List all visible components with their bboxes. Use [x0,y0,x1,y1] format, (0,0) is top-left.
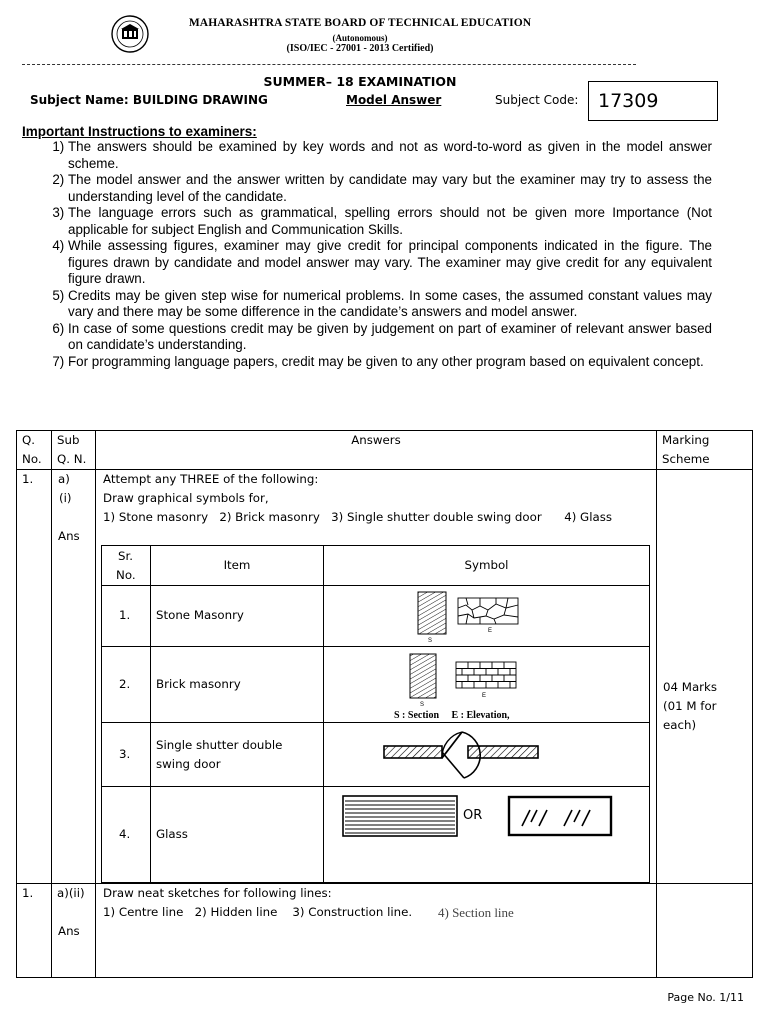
stone-e-label: E [488,628,493,634]
instruction-item: 5) Credits may be given step wise for numerical problems. In some cases, the assumed constant values may vary and there may be some difference in the candidate’s answers and model answer. [52,287,712,319]
row1-marks-line1: 04 Marks [663,680,717,694]
row2-ans-label: Ans [58,924,80,938]
inner-row1-item: Stone Masonry [156,608,244,622]
row2-question-line1: Draw neat sketches for following lines: [103,886,332,900]
inner-row4-item: Glass [156,827,188,841]
double-swing-door-symbol [380,726,545,782]
header-sub-qn: Sub Q. N. [57,433,87,466]
inner-header-symbol: Symbol [464,558,509,572]
inner-row3-item-l1: Single shutter double [156,738,283,752]
inner-row4-sr: 4. [119,827,131,841]
header-marking-scheme: Marking Scheme [662,433,710,466]
row1-marks-line3: each) [663,718,697,732]
row2-sub: a)(ii) [57,886,85,900]
header-divider [22,64,636,65]
brick-e-label: E [482,693,487,699]
stone-masonry-symbol [410,588,525,644]
subject-code-label: Subject Code: [495,93,579,107]
instruction-item: 6) In case of some questions credit may be given by judgement on part of examiner of relevant answer based on candidate’s understanding. [52,320,712,352]
row1-question-line1: Attempt any THREE of the following: [103,472,319,486]
inner-header-sr-l1: Sr. [118,549,134,563]
inner-row3-item-l2: swing door [156,757,221,771]
header-q-no: Q. No. [22,433,42,466]
instruction-item: 7) For programming language papers, credit may be given to any other program based on equivalent concept. [52,353,704,369]
row1-question-line2: Draw graphical symbols for, [103,491,269,505]
row1-sub-a: a) [58,472,70,486]
instruction-item: 3) The language errors such as grammatical, spelling errors should not be given more Importance (Not applicable for subject English and Communication Skills. [52,205,712,237]
inner-row2-sr: 2. [119,677,131,691]
instructions-title: Important Instructions to examiners: [22,124,257,139]
model-answer-label: Model Answer [346,93,442,107]
page-number: Page No. 1/11 [667,991,744,1004]
autonomous-label: (Autonomous) [332,33,388,43]
inner-row1-sr: 1. [119,608,131,622]
stone-s-label: S [428,638,433,644]
row2-q-no: 1. [22,886,34,900]
row2-question-line2-extra: 4) Section line [438,905,514,920]
section-elevation-legend: S : Section E : Elevation, [394,710,510,721]
row1-question-line3: 1) Stone masonry 2) Brick masonry 3) Single shutter double swing door 4) Glass [103,510,612,524]
instruction-item: 2) The model answer and the answer written by candidate may vary but the examiner may try to assess the understanding level of the candidate. [52,172,712,204]
instruction-item: 4) While assessing figures, examiner may give credit for principal components indicated in the figure. The figures drawn by candidate and model answer may vary. The examiner may give credit for any equivalent figure drawn. [52,238,712,286]
inner-header-item: Item [223,558,251,572]
or-label: OR [463,808,483,823]
iso-certification: (ISO/IEC - 27001 - 2013 Certified) [286,43,434,54]
row1-marks-line2: (01 M for [663,699,717,713]
row1-ans-label: Ans [58,529,80,543]
instruction-item: 1) The answers should be examined by key words and not as word-to-word as given in the model answer scheme. [52,139,712,171]
board-name: MAHARASHTRA STATE BOARD OF TECHNICAL EDUCATION [188,17,532,29]
row2-question-line2: 1) Centre line 2) Hidden line 3) Construction line. [103,905,413,919]
inner-row3-sr: 3. [119,747,131,761]
brick-s-label: S [420,702,425,708]
msbte-logo [108,14,152,54]
subject-code-box: 17309 [588,81,718,121]
exam-title: SUMMER– 18 EXAMINATION [263,74,457,89]
inner-row2-item: Brick masonry [156,677,241,691]
inner-header-sr-l2: No. [116,568,136,582]
instructions-list [22,139,712,370]
subject-name: Subject Name: BUILDING DRAWING [30,93,268,107]
row1-q-no: 1. [22,472,34,486]
header-answers: Answers [351,433,401,447]
row1-sub-i: (i) [59,491,72,505]
